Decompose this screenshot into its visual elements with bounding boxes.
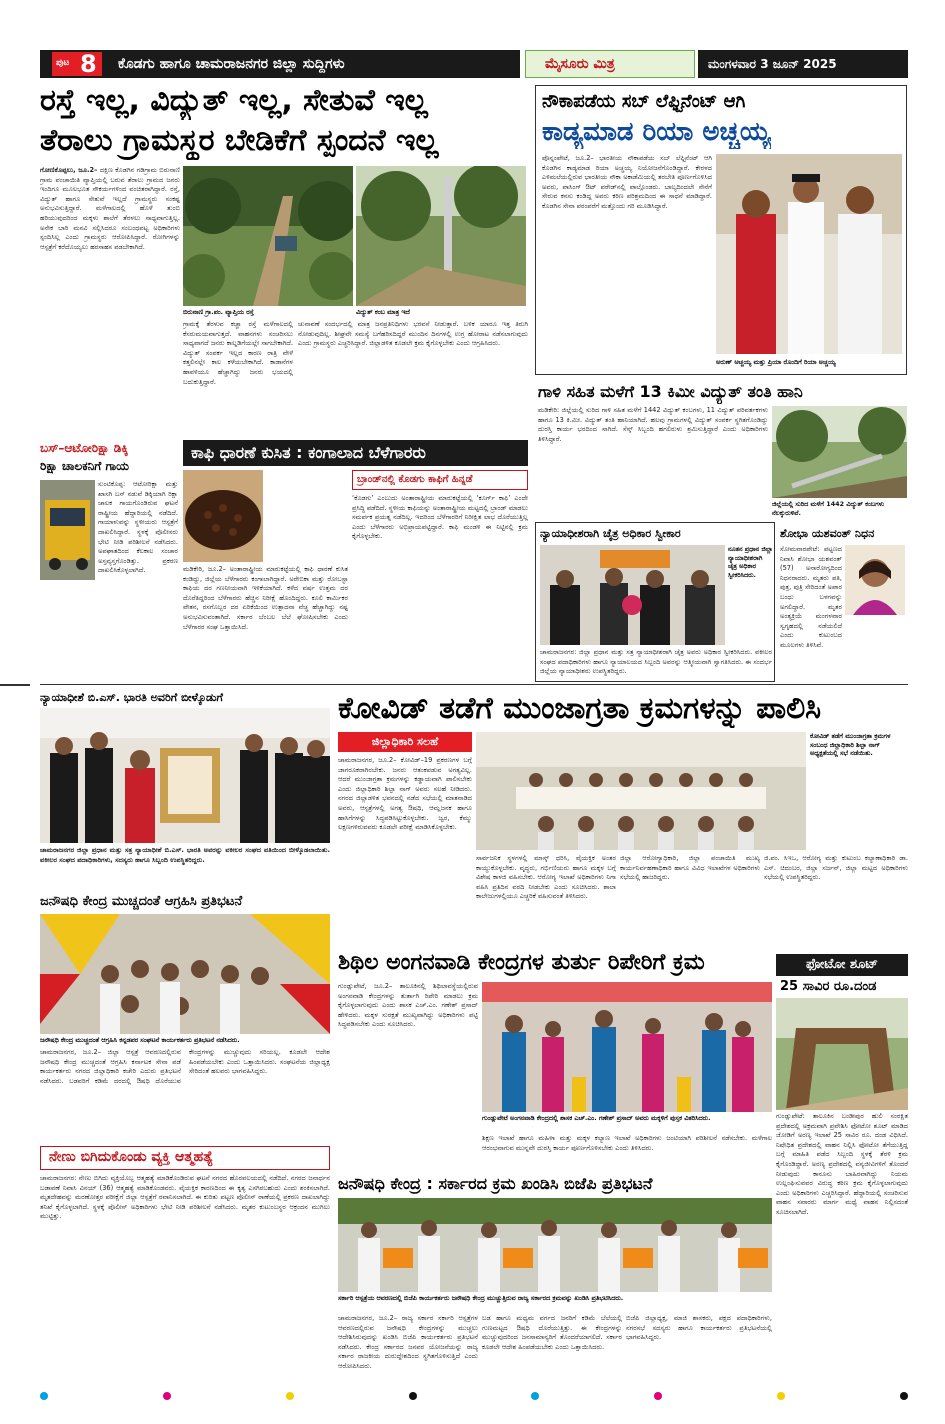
covid-body-1: ಚಾಮರಾಜನಗರ, ಜೂ.2– ಕೋವಿಡ್–19 ಪ್ರಕರಣಗಳ ಬಗ್ಗೆ ಜಾಗರೂಕರಾಗಿರಬೇಕು. ಜನರು ಆತಂಕಪಡುವ ಅಗತ್ಯವಿಲ್ಲ. ಆದರೆ ಮುಂಜಾಗ್ರತಾ ಕ್ರಮಗಳನ್ನು ಕಡ್ಡಾಯವಾಗಿ ಪಾಲಿಸಬೇಕು ಎಂದು ಜಿಲ್ಲಾಧಿಕಾರಿ ಶಿಲ್ಪಾ ನಾಗ್ ಅವರು ಸಲಹೆ ನೀಡಿದರು. ನಗರದ ಜಿಲ್ಲಾಡಳಿತ ಭವನದಲ್ಲಿ ನಡೆದ ಸಭೆಯಲ್ಲಿ ಮಾತನಾಡಿದ ಅವರು, ಆಸ್ಪತ್ರೆಗಳಲ್ಲಿ ಅಗತ್ಯ ಔಷಧಿ, ಆಮ್ಲಜನಕ ಹಾಗೂ ಹಾಸಿಗೆಗಳನ್ನು ಸಿದ್ಧಪಡಿಸಿಟ್ಟುಕೊಳ್ಳಬೇಕು. ಜ್ವರ, ಕೆಮ್ಮು ಲಕ್ಷಣಗಳಿರುವವರು ಕೂಡಲೇ ಪರೀಕ್ಷೆ ಮಾಡಿಸಿಕೊಳ್ಳಬೇಕು. bbox=[338, 756, 472, 832]
judge-headline: ನ್ಯಾಯಾಧೀಶರಾಗಿ ಚೈತ್ರ ಅಧಿಕಾರ ಸ್ವೀಕಾರ bbox=[540, 527, 681, 540]
lead-body-1: ದಕ್ಷಿಣ ಕೊಡಗಿನ ಗಡಿಗ್ರಾಮ ಬಿರುನಾಣಿ ಗ್ರಾಮ ಪಂಚಾಯಿತಿ ವ್ಯಾಪ್ತಿಯಲ್ಲಿ ಬರುವ ತೆರಾಲು ಗ್ರಾಮದ ಜನರು ಇಂದಿಗೂ ಮೂಲಭೂತ ಸೌಕರ್ಯಗಳಿಂದ ವಂಚಿತರಾಗಿದ್ದಾರೆ. ರಸ್ತೆ, ವಿದ್ಯುತ್ ಹಾಗೂ ಸೇತುವೆ ಇಲ್ಲದೆ ಗ್ರಾಮಸ್ಥರು ಸಂಕಷ್ಟ ಅನುಭವಿಸುತ್ತಿದ್ದಾರೆ. ಮಳೆಗಾಲದಲ್ಲಿ ಹೊಳೆ ತುಂಬಿ ಹರಿಯುವುದರಿಂದ ಮಕ್ಕಳು ಶಾಲೆಗೆ ತೆರಳಲು ಸಾಧ್ಯವಾಗುತ್ತಿಲ್ಲ. ಅನೇಕ ಬಾರಿ ಮನವಿ ಸಲ್ಲಿಸಿದರೂ ಸಂಬಂಧಪಟ್ಟ ಅಧಿಕಾರಿಗಳು ಸ್ಪಂದಿಸಿಲ್ಲ ಎಂದು ಗ್ರಾಮಸ್ಥರು ಆರೋಪಿಸಿದ್ದಾರೆ. ರೋಗಿಗಳನ್ನು ಆಸ್ಪತ್ರೆಗೆ ಕರೆದೊಯ್ಯಲು ಹರಸಾಹಸ ಪಡಬೇಕಾಗಿದೆ. bbox=[40, 166, 180, 251]
obit-headline: ಶೋಭಾ ಯಶವಂತ್ ನಿಧನ bbox=[780, 527, 875, 540]
suicide-headline: ನೇಣು ಬಿಗಿದುಕೊಂಡು ವ್ಯಕ್ತಿ ಆತ್ಮಹತ್ಯೆ bbox=[40, 1146, 330, 1170]
judge-body: ಚಾಮರಾಜನಗರ: ಜಿಲ್ಲಾ ಪ್ರಧಾನ ಮತ್ತು ಸತ್ರ ನ್ಯಾಯಾಧೀಶರಾಗಿ ಚೈತ್ರ ಅವರು ಅಧಿಕಾರ ಸ್ವೀಕರಿಸಿದರು. ವಕೀಲರ ಸಂಘದ ಪದಾಧಿಕಾರಿಗಳು ಹಾಗೂ ನ್ಯಾಯಾಲಯದ ಸಿಬ್ಬಂದಿ ಅವರನ್ನು ಆತ್ಮೀಯವಾಗಿ ಸ್ವಾಗತಿಸಿದರು. ಈ ಸಂದರ್ಭ ಜಿಲ್ಲೆಯ ನ್ಯಾಯಾಧೀಶರು ಉಪಸ್ಥಿತರಿದ್ದರು. bbox=[540, 648, 772, 676]
bus-kicker: ಬಸ್–ಆಟೋರಿಕ್ಷಾ ಡಿಕ್ಕಿ bbox=[40, 441, 129, 455]
reg-dot-black bbox=[409, 1392, 417, 1400]
judge-photo bbox=[540, 545, 725, 645]
page-label: ಪುಟ bbox=[56, 58, 70, 68]
covid-body-2: ಸಾರ್ವಜನಿಕ ಸ್ಥಳಗಳಲ್ಲಿ ಮಾಸ್ಕ್ ಧರಿಸಿ, ವೈಯಕ್ತಿಕ ಅಂತರ ಕಾಯ್ದುಕೊಳ್ಳಬೇಕು. ವೃದ್ಧರು, ಗರ್ಭಿಣಿಯರು ಹಾಗೂ ಮಕ್ಕಳ ಬಗ್ಗೆ ವಿಶೇಷ ಕಾಳಜಿ ವಹಿಸಬೇಕು. ಆರೋಗ್ಯ ಇಲಾಖೆ ಅಧಿಕಾರಿಗಳು ನಿಗಾ ವಹಿಸಿ ಪ್ರತಿದಿನ ವರದಿ ನೀಡಬೇಕು ಎಂದು ಸೂಚಿಸಿದರು. ಶಾಲಾ ಕಾಲೇಜುಗಳಲ್ಲಿಯೂ ಎಚ್ಚರಿಕೆ ವಹಿಸುವಂತೆ ತಿಳಿಸಿದರು. bbox=[476, 854, 616, 901]
reg-dot-magenta-2 bbox=[654, 1392, 662, 1400]
issue-date: ಮಂಗಳವಾರ 3 ಜೂನ್ 2025 bbox=[708, 57, 837, 71]
coffee-sub-body: ‘ಕೊಡಗು’ ಎಂಬುದು ಅಂತಾರಾಷ್ಟ್ರೀಯ ಮಾರುಕಟ್ಟೆಯಲ್ಲಿ ‘ಕೂರ್ಗ್ ಕಾಫಿ’ ಎಂದೇ ಪ್ರಸಿದ್ಧಿ ಪಡೆದಿದೆ. ಸ್ಥಳೀಯ ಕಾಫಿಯನ್ನು ಅಂತಾರಾಷ್ಟ್ರೀಯ ಮಟ್ಟದಲ್ಲಿ ಬ್ರಾಂಡ್ ಮಾಡಲು ಸಮರ್ಪಕ ಪ್ರಯತ್ನ ನಡೆದಿಲ್ಲ. ಇದರಿಂದ ಬೆಳೆಗಾರರಿಗೆ ನಿರೀಕ್ಷಿತ ಲಾಭ ದೊರೆಯುತ್ತಿಲ್ಲ ಎಂದು ಬೆಳೆಗಾರರು ಅಭಿಪ್ರಾಯಪಟ್ಟಿದ್ದಾರೆ. ಕಾಫಿ ಮಂಡಳಿ ಈ ನಿಟ್ಟಿನಲ್ಲಿ ಕ್ರಮ ಕೈಗೊಳ್ಳಬೇಕು. bbox=[352, 494, 528, 541]
anganwadi-caption: ಗುಂಡ್ಲುಪೇಟೆ ಅಂಗನವಾಡಿ ಕೇಂದ್ರದಲ್ಲಿ ಶಾಸಕ ಎಚ್.ಎಂ. ಗಣೇಶ್ ಪ್ರಸಾದ್ ಅವರು ಮಕ್ಕಳಿಗೆ ಪುಸ್ತಕ ವಿತರಿಸಿದರು. bbox=[482, 1114, 711, 1122]
divider-line bbox=[40, 684, 908, 685]
anganwadi-photo bbox=[482, 982, 772, 1112]
masthead: ಮೈಸೂರು ಮಿತ್ರ bbox=[545, 56, 615, 72]
felicitation-photo bbox=[40, 708, 330, 843]
page-number: 8 bbox=[80, 50, 97, 78]
felicitation-caption: ಚಾಮರಾಜನಗರ ಜಿಲ್ಲಾ ಪ್ರಧಾನ ಮತ್ತು ಸತ್ರ ನ್ಯಾಯಾಧೀಶೆ ಬಿ.ಎಸ್. ಭಾರತಿ ಅವರನ್ನು ವಕೀಲರ ಸಂಘದ ವತಿಯಿಂದ ಬೀಳ್ಕೊಡಲಾಯಿತು. ವಕೀಲರ ಸಂಘದ ಪದಾಧಿಕಾರಿಗಳು, ಸದಸ್ಯರು ಹಾಗೂ ಸಿಬ್ಬಂದಿ ಉಪಸ್ಥಿತರಿದ್ದರು. bbox=[40, 846, 330, 864]
lead-photo-pole bbox=[356, 166, 526, 306]
photo-shoot-subhead: 25 ಸಾವಿರ ರೂ.ದಂಡ bbox=[780, 979, 877, 994]
janaushadhi-2-body-2: ಬಡ ಹಾಗೂ ಮಧ್ಯಮ ವರ್ಗದ ಜನರಿಗೆ ಕಡಿಮೆ ಬೆಲೆಯಲ್ಲಿ ಗುಣಮಟ್ಟದ ಔಷಧಿ ದೊರೆಯುತ್ತಿತ್ತು. ಈ ಕೇಂದ್ರಗಳನ್ನು ಮುಚ್ಚುವುದರಿಂದ ಜನಸಾಮಾನ್ಯರಿಗೆ ತೊಂದರೆಯಾಗಲಿದೆ. ಸರ್ಕಾರ ಕೂಡಲೇ ಆದೇಶ ಹಿಂಪಡೆಯಬೇಕು ಎಂದು ಒತ್ತಾಯಿಸಿದರು. bbox=[482, 1314, 622, 1351]
coffee-headline: ಕಾಫಿ ಧಾರಣೆ ಕುಸಿತ : ಕಂಗಾಲಾದ ಬೆಳೆಗಾರರು bbox=[183, 440, 528, 466]
janaushadhi-1-caption: ಜನೌಷಧಿ ಕೇಂದ್ರ ಮುಚ್ಚದಂತೆ ಆಗ್ರಹಿಸಿ ಕನ್ನಡಪರ ಸಂಘಟನೆ ಕಾರ್ಯಕರ್ತರು ಪ್ರತಿಭಟನೆ ನಡೆಸಿದರು. bbox=[40, 1036, 240, 1044]
photo-shoot-body: ಗುಂಡ್ಲುಪೇಟೆ: ತಾಲೂಕಿನ ಬಂಡೀಪುರ ಹುಲಿ ಸಂರಕ್ಷಿತ ಪ್ರದೇಶದಲ್ಲಿ ಅಕ್ರಮವಾಗಿ ಪ್ರವೇಶಿಸಿ ಫೋಟೋ ಶೂಟ್ ಮಾಡಿದ ಜೋಡಿಗೆ ಅರಣ್ಯ ಇಲಾಖೆ 25 ಸಾವಿರ ರೂ. ದಂಡ ವಿಧಿಸಿದೆ. ನಿಷೇಧಿತ ಪ್ರದೇಶದಲ್ಲಿ ವಾಹನ ನಿಲ್ಲಿಸಿ ಫೋಟೋ ತೆಗೆಯುತ್ತಿದ್ದ ಬಗ್ಗೆ ಮಾಹಿತಿ ಪಡೆದ ಸಿಬ್ಬಂದಿ ಸ್ಥಳಕ್ಕೆ ತೆರಳಿ ಕ್ರಮ ಕೈಗೊಂಡಿದ್ದಾರೆ. ಅರಣ್ಯ ಪ್ರದೇಶದಲ್ಲಿ ವನ್ಯಜೀವಿಗಳಿಗೆ ತೊಂದರೆ ನೀಡುವುದು ಕಾನೂನು ಬಾಹಿರವಾಗಿದ್ದು ನಿಯಮ ಉಲ್ಲಂಘಿಸುವವರ ವಿರುದ್ಧ ಕಠಿಣ ಕ್ರಮ ಕೈಗೊಳ್ಳಲಾಗುವುದು ಎಂದು ಅಧಿಕಾರಿಗಳು ಎಚ್ಚರಿಸಿದ್ದಾರೆ. ಹೆದ್ದಾರಿಯಲ್ಲಿ ಸಂಚರಿಸುವ ವಾಹನ ಸವಾರರು ಮಾರ್ಗ ಮಧ್ಯೆ ವಾಹನ ನಿಲ್ಲಿಸದಂತೆ ಸೂಚಿಸಲಾಗಿದೆ. bbox=[776, 1112, 908, 1216]
coffee-body: ಮಡಿಕೇರಿ, ಜೂ.2– ಅಂತಾರಾಷ್ಟ್ರೀಯ ಮಾರುಕಟ್ಟೆಯಲ್ಲಿ ಕಾಫಿ ಧಾರಣೆ ಕುಸಿತ ಕಂಡಿದ್ದು, ಜಿಲ್ಲೆಯ ಬೆಳೆಗಾರರು ಕಂಗಾಲಾಗಿದ್ದಾರೆ. ಅರೇಬಿಕಾ ಮತ್ತು ರೋಬಸ್ಟಾ ಕಾಫಿಯ ದರ ಗಣನೀಯವಾಗಿ ಇಳಿಕೆಯಾಗಿದೆ. ಕಳೆದ ವರ್ಷ ಉತ್ತಮ ದರ ದೊರೆತಿದ್ದರಿಂದ ಬೆಳೆಗಾರರು ಹೆಚ್ಚಿನ ನಿರೀಕ್ಷೆ ಹೊಂದಿದ್ದರು. ಕೂಲಿ ಕಾರ್ಮಿಕರ ವೇತನ, ರಸಗೊಬ್ಬರ ದರ ಏರಿಕೆಯಿಂದ ಉತ್ಪಾದನಾ ವೆಚ್ಚ ಹೆಚ್ಚಾಗಿದ್ದು ನಷ್ಟ ಅನುಭವಿಸುವಂತಾಗಿದೆ. ಸರ್ಕಾರ ಬೆಂಬಲ ಬೆಲೆ ಘೋಷಿಸಬೇಕು ಎಂದು ಬೆಳೆಗಾರರ ಸಂಘ ಒತ್ತಾಯಿಸಿದೆ. bbox=[183, 565, 348, 631]
anganwadi-headline: ಶಿಥಿಲ ಅಂಗನವಾಡಿ ಕೇಂದ್ರಗಳ ತುರ್ತು ರಿಪೇರಿಗೆ ಕ್ರಮ bbox=[338, 950, 705, 975]
covid-body-4: ಜಿ.ಪಂ. ಸಿಇಒ, ಆರೋಗ್ಯ ಮತ್ತು ಕುಟುಂಬ ಕಲ್ಯಾಣಾಧಿಕಾರಿ ಡಾ. ಎಸ್. ಚಿದಂಬರ, ಜಿಲ್ಲಾ ಸರ್ಜನ್, ಜಿಲ್ಲಾ ಮಟ್ಟದ ಅಧಿಕಾರಿಗಳು ಸಭೆಯಲ್ಲಿ ಉಪಸ್ಥಿತರಿದ್ದರು. bbox=[764, 854, 908, 882]
reg-dot-yellow bbox=[286, 1392, 294, 1400]
photo-shoot-photo bbox=[776, 998, 908, 1110]
wind-headline: ಗಾಳಿ ಸಹಿತ ಮಳೆಗೆ 13 ಕಿಮೀ ವಿದ್ಯುತ್ ತಂತಿ ಹಾನಿ bbox=[538, 382, 803, 401]
photo-shoot-headline: ಫೋಟೋ ಶೂಟ್ bbox=[776, 954, 908, 976]
lead-body-2: ಗ್ರಾಮಕ್ಕೆ ತೆರಳುವ ಕಚ್ಚಾ ರಸ್ತೆ ಮಳೆಗಾಲದಲ್ಲಿ ಕೆಸರುಮಯವಾಗುತ್ತದೆ. ವಾಹನಗಳು ಸಂಚರಿಸಲು ಸಾಧ್ಯವಾಗದೆ ಜನರು ಕಾಲ್ನಡಿಗೆಯಲ್ಲೇ ಸಾಗಬೇಕಾಗಿದೆ. ವಿದ್ಯುತ್ ಸಂಪರ್ಕ ಇಲ್ಲದ ಕಾರಣ ರಾತ್ರಿ ವೇಳೆ ಕತ್ತಲಿನಲ್ಲೇ ಕಾಲ ಕಳೆಯಬೇಕಾಗಿದೆ. ಕಾಡಾನೆಗಳ ಹಾವಳಿಯೂ ಹೆಚ್ಚಾಗಿದ್ದು ಜನರು ಭಯದಲ್ಲಿ ಬದುಕುತ್ತಿದ್ದಾರೆ. bbox=[183, 320, 293, 386]
bus-headline: ರಿಕ್ಷಾ ಚಾಲಕನಿಗೆ ಗಾಯ bbox=[40, 459, 130, 473]
obit-photo bbox=[845, 545, 905, 615]
janaushadhi-2-caption: ಸರ್ಕಾರಿ ಆಸ್ಪತ್ರೆಯ ಆವರಣದಲ್ಲಿ ಬಿಜೆಪಿ ಕಾರ್ಯಕರ್ತರು ಜನೌಷಧಿ ಕೇಂದ್ರ ಮುಚ್ಚುತ್ತಿರುವ ರಾಜ್ಯ ಸರ್ಕಾರದ ಕ್ರಮವನ್ನು ಖಂಡಿಸಿ ಪ್ರತಿಭಟಿಸಿದರು. bbox=[338, 1294, 624, 1302]
anganwadi-body-1: ಗುಂಡ್ಲುಪೇಟೆ, ಜೂ.2– ತಾಲೂಕಿನಲ್ಲಿ ಶಿಥಿಲಾವಸ್ಥೆಯಲ್ಲಿರುವ ಅಂಗನವಾಡಿ ಕೇಂದ್ರಗಳನ್ನು ತುರ್ತಾಗಿ ರಿಪೇರಿ ಮಾಡಲು ಕ್ರಮ ಕೈಗೊಳ್ಳಲಾಗುವುದು ಎಂದು ಶಾಸಕ ಎಚ್.ಎಂ. ಗಣೇಶ್ ಪ್ರಸಾದ್ ಹೇಳಿದರು. ಮಕ್ಕಳ ಸುರಕ್ಷತೆ ಮುಖ್ಯವಾಗಿದ್ದು ಅಧಿಕಾರಿಗಳು ಪಟ್ಟಿ ಸಿದ್ಧಪಡಿಸಬೇಕು ಎಂದು ಸೂಚಿಸಿದರು. bbox=[338, 982, 478, 1029]
lead-headline-1: ರಸ್ತೆ ಇಲ್ಲ, ವಿದ್ಯುತ್ ಇಲ್ಲ, ಸೇತುವೆ ಇಲ್ಲ bbox=[40, 83, 428, 118]
lead-photo-road bbox=[183, 166, 353, 306]
lead-caption-2: ವಿದ್ಯುತ್ ಕಂಬ ಮಾತ್ರ ಇದೆ bbox=[356, 308, 410, 316]
lead-dateline: ಗೋಣಿಕೊಪ್ಪಲು, ಜೂ.2– bbox=[40, 166, 98, 174]
covid-body-3: ಜಿಲ್ಲಾ ಆರೋಗ್ಯಾಧಿಕಾರಿ, ಜಿಲ್ಲಾ ಪಂಚಾಯಿತಿ ಮುಖ್ಯ ಕಾರ್ಯನಿರ್ವಹಣಾಧಿಕಾರಿ ಹಾಗೂ ವಿವಿಧ ಇಲಾಖೆಗಳ ಅಧಿಕಾರಿಗಳು ಸಭೆಯಲ್ಲಿ ಹಾಜರಿದ್ದರು. bbox=[620, 854, 760, 882]
obit-body: ಸೋಮವಾರಪೇಟೆ: ಪಟ್ಟಣದ ನಿವಾಸಿ ಶೋಭಾ ಯಶವಂತ್ (57) ಅನಾರೋಗ್ಯದಿಂದ ನಿಧನರಾದರು. ಮೃತರು ಪತಿ, ಪುತ್ರ, ಪುತ್ರಿ ಸೇರಿದಂತೆ ಅಪಾರ ಬಂಧು ಬಳಗವನ್ನು ಅಗಲಿದ್ದಾರೆ. ಮೃತರ ಅಂತ್ಯಕ್ರಿಯೆ ಮಂಗಳವಾರ ಸ್ವಗೃಹದಲ್ಲಿ ನಡೆಯಲಿದೆ ಎಂದು ಕುಟುಂಬದ ಮೂಲಗಳು ತಿಳಿಸಿವೆ. bbox=[780, 545, 842, 649]
lead-caption-1: ಬಿರುನಾಣಿ ಗ್ರಾ.ಪಂ. ವ್ಯಾಪ್ತಿಯ ರಸ್ತೆ bbox=[183, 308, 254, 316]
reg-dot-yellow-2 bbox=[777, 1392, 785, 1400]
covid-tag: ಜಿಲ್ಲಾಧಿಕಾರಿ ಸಲಹೆ bbox=[338, 732, 472, 752]
janaushadhi-2-body-1: ಚಾಮರಾಜನಗರ, ಜೂ.2– ರಾಜ್ಯ ಸರ್ಕಾರ ಸರ್ಕಾರಿ ಆಸ್ಪತ್ರೆಗಳ ಆವರಣದಲ್ಲಿರುವ ಜನೌಷಧಿ ಕೇಂದ್ರಗಳನ್ನು ಮುಚ್ಚಲು ಆದೇಶಿಸಿರುವುದನ್ನು ಖಂಡಿಸಿ ಬಿಜೆಪಿ ಕಾರ್ಯಕರ್ತರು ಪ್ರತಿಭಟನೆ ನಡೆಸಿದರು. ಕೇಂದ್ರ ಸರ್ಕಾರದ ಜನಪರ ಯೋಜನೆಯನ್ನು ರಾಜ್ಯ ಸರ್ಕಾರ ರಾಜಕೀಯ ದುರುದ್ದೇಶದಿಂದ ಸ್ಥಗಿತಗೊಳಿಸುತ್ತಿದೆ ಎಂದು ಆರೋಪಿಸಿದರು. bbox=[338, 1314, 478, 1370]
janaushadhi-1-photo bbox=[40, 914, 330, 1034]
lead-body-col-1 bbox=[40, 166, 180, 438]
registration-marks bbox=[40, 1392, 908, 1402]
suicide-body: ಚಾಮರಾಜನಗರ: ನೇಣು ಬಿಗಿದು ವ್ಯಕ್ತಿಯೊಬ್ಬ ಆತ್ಮಹತ್ಯೆ ಮಾಡಿಕೊಂಡಿರುವ ಘಟನೆ ನಗರದ ಹೊರವಲಯದಲ್ಲಿ ನಡೆದಿದೆ. ನಗರದ ಜನಾರ್ಧನ ಬಡಾವಣೆ ನಿವಾಸಿ ವಿನಯ್ (36) ಆತ್ಮಹತ್ಯೆ ಮಾಡಿಕೊಂಡವರು. ವೈಯಕ್ತಿಕ ಕಾರಣದಿಂದ ಈ ಕೃತ್ಯ ಎಸಗಿರಬಹುದು ಎಂದು ಶಂಕಿಸಲಾಗಿದೆ. ಮೃತದೇಹವನ್ನು ಮರಣೋತ್ತರ ಪರೀಕ್ಷೆಗೆ ಜಿಲ್ಲಾ ಆಸ್ಪತ್ರೆಗೆ ರವಾನಿಸಲಾಗಿದೆ. ಈ ಕುರಿತು ಪಟ್ಟಣ ಪೊಲೀಸ್ ಠಾಣೆಯಲ್ಲಿ ಪ್ರಕರಣ ದಾಖಲಾಗಿದ್ದು ತನಿಖೆ ಕೈಗೊಳ್ಳಲಾಗಿದೆ. ಸ್ಥಳಕ್ಕೆ ಪೊಲೀಸ್ ಅಧಿಕಾರಿಗಳು ಭೇಟಿ ನೀಡಿ ಪರಿಶೀಲನೆ ನಡೆಸಿದರು. ಮೃತರ ಕುಟುಂಬಸ್ಥರ ಆಕ್ರಂದನ ಮುಗಿಲು ಮುಟ್ಟಿತ್ತು. bbox=[40, 1174, 330, 1221]
navy-headline: ಕಾಡ್ಯಮಾಡ ರಿಯಾ ಅಚ್ಚಯ್ಯ bbox=[542, 117, 772, 147]
reg-dot-black-2 bbox=[900, 1392, 908, 1400]
wind-caption: ಜಿಲ್ಲೆಯಲ್ಲಿ ಸುರಿದ ಮಳೆಗೆ 1442 ವಿದ್ಯುತ್ ಕಂಬಗಳು ನೆಲಕ್ಕುರುಳಿವೆ. bbox=[772, 500, 885, 517]
section-title: ಕೊಡಗು ಹಾಗೂ ಚಾಮರಾಜನಗರ ಜಿಲ್ಲಾ ಸುದ್ದಿಗಳು bbox=[118, 56, 345, 72]
wind-body: ಮಡಿಕೇರಿ: ಜಿಲ್ಲೆಯಲ್ಲಿ ಸುರಿದ ಗಾಳಿ ಸಹಿತ ಮಳೆಗೆ 1442 ವಿದ್ಯುತ್ ಕಂಬಗಳು, 11 ವಿದ್ಯುತ್ ಪರಿವರ್ತಕಗಳು ಹಾಗೂ 13 ಕಿ.ಮೀ. ವಿದ್ಯುತ್ ತಂತಿ ಹಾನಿಯಾಗಿದೆ. ಹಲವು ಗ್ರಾಮಗಳಲ್ಲಿ ವಿದ್ಯುತ್ ಸಂಪರ್ಕ ಸ್ಥಗಿತಗೊಂಡಿದ್ದು ದುರಸ್ತಿ ಕಾರ್ಯ ಭರದಿಂದ ಸಾಗಿದೆ. ಸೆಸ್ಕ್ ಸಿಬ್ಬಂದಿ ಹಗಲಿರುಳು ಶ್ರಮಿಸುತ್ತಿದ್ದಾರೆ ಎಂದು ಅಧಿಕಾರಿಗಳು ತಿಳಿಸಿದ್ದಾರೆ. bbox=[538, 406, 768, 443]
covid-headline: ಕೋವಿಡ್ ತಡೆಗೆ ಮುಂಜಾಗ್ರತಾ ಕ್ರಮಗಳನ್ನು ಪಾಲಿಸಿ bbox=[338, 691, 822, 726]
covid-photo bbox=[476, 732, 806, 850]
lead-body-3: ಚುನಾವಣೆ ಸಂದರ್ಭದಲ್ಲಿ ಮಾತ್ರ ಜನಪ್ರತಿನಿಧಿಗಳು ಭರವಸೆ ನೀಡುತ್ತಾರೆ. ಬಳಿಕ ಯಾರೂ ಇತ್ತ ತಿರುಗಿ ನೋಡುವುದಿಲ್ಲ. ಶೀಘ್ರವೇ ಸಮಸ್ಯೆ ಬಗೆಹರಿಸದಿದ್ದರೆ ಮುಂದಿನ ದಿನಗಳಲ್ಲಿ ಉಗ್ರ ಹೋರಾಟ ನಡೆಸಲಾಗುವುದು ಎಂದು ಗ್ರಾಮಸ್ಥರು ಎಚ್ಚರಿಸಿದ್ದಾರೆ. ಜಿಲ್ಲಾಡಳಿತ ಕೂಡಲೇ ಕ್ರಮ ಕೈಗೊಳ್ಳಬೇಕು ಎಂದು ಆಗ್ರಹಿಸಿದರು. bbox=[298, 320, 528, 348]
janaushadhi-2-body-3: ಬಿಜೆಪಿ ಜಿಲ್ಲಾಧ್ಯಕ್ಷ, ಮಾಜಿ ಶಾಸಕರು, ಪಕ್ಷದ ಪದಾಧಿಕಾರಿಗಳು, ನಗರಸಭೆ ಸದಸ್ಯರು ಹಾಗೂ ಕಾರ್ಯಕರ್ತರು ಪ್ರತಿಭಟನೆಯಲ್ಲಿ ಭಾಗವಹಿಸಿದ್ದರು. bbox=[626, 1314, 772, 1342]
bus-photo bbox=[40, 480, 95, 580]
janaushadhi-2-headline: ಜನೌಷಧಿ ಕೇಂದ್ರ : ಸರ್ಕಾರದ ಕ್ರಮ ಖಂಡಿಸಿ ಬಿಜೆಪಿ ಪ್ರತಿಭಟನೆ bbox=[338, 1174, 653, 1193]
lead-headline-2: ತೆರಾಲು ಗ್ರಾಮಸ್ಥರ ಬೇಡಿಕೆಗೆ ಸ್ಪಂದನೆ ಇಲ್ಲ bbox=[40, 123, 439, 158]
anganwadi-body-2: ಶಿಕ್ಷಣ ಇಲಾಖೆ ಹಾಗೂ ಮಹಿಳಾ ಮತ್ತು ಮಕ್ಕಳ ಕಲ್ಯಾಣ ಇಲಾಖೆ ಅಧಿಕಾರಿಗಳು ಜಂಟಿಯಾಗಿ ಪರಿಶೀಲನೆ ನಡೆಸಬೇಕು. ಮಳೆಗಾಲ ಆರಂಭವಾಗುವ ಮುನ್ನವೇ ದುರಸ್ತಿ ಕಾರ್ಯ ಪೂರ್ಣಗೊಳಿಸಬೇಕು ಎಂದು ತಿಳಿಸಿದರು. bbox=[482, 1134, 772, 1152]
janaushadhi-2-photo bbox=[338, 1198, 772, 1292]
reg-dot-cyan-2 bbox=[531, 1392, 539, 1400]
felicitation-headline: ನ್ಯಾಯಾಧೀಶೆ ಬಿ.ಎಸ್. ಭಾರತಿ ಅವರಿಗೆ ಬೀಳ್ಕೊಡುಗೆ bbox=[40, 691, 223, 704]
reg-dot-magenta bbox=[163, 1392, 171, 1400]
covid-caption: ಕೋವಿಡ್ ತಡೆಗೆ ಮುಂಜಾಗ್ರತಾ ಕ್ರಮಗಳ ಸಂಬಂಧ ಜಿಲ್ಲಾಧಿಕಾರಿ ಶಿಲ್ಪಾ ನಾಗ್ ಅಧ್ಯಕ್ಷತೆಯಲ್ಲಿ ಸಭೆ ನಡೆಯಿತು. bbox=[810, 732, 891, 758]
navy-caption: ಅರುಣ್ ಅಚ್ಚಯ್ಯ ಮತ್ತು ಪ್ರಿಯಾ ರೊಂದಿಗೆ ರಿಯಾ ಅಚ್ಚಯ್ಯ bbox=[716, 358, 836, 366]
coffee-subhead: ಬ್ರಾಂಡ್‌ನಲ್ಲಿ ಕೊಡಗು ಕಾಫಿಗೆ ಹಿನ್ನಡೆ bbox=[352, 470, 528, 490]
margin-mark bbox=[0, 684, 30, 686]
navy-photo bbox=[716, 154, 902, 354]
reg-dot-cyan bbox=[40, 1392, 48, 1400]
janaushadhi-1-headline: ಜನೌಷಧಿ ಕೇಂದ್ರ ಮುಚ್ಚದಂತೆ ಆಗ್ರಹಿಸಿ ಪ್ರತಿಭಟನೆ bbox=[40, 894, 243, 909]
wind-photo bbox=[772, 406, 907, 498]
navy-kicker: ನೌಕಾಪಡೆಯ ಸಬ್ ಲೆಫ್ಟಿನೆಂಟ್ ಆಗಿ bbox=[542, 91, 746, 112]
coffee-photo bbox=[183, 470, 263, 562]
judge-side-caption: ನೂತನ ಪ್ರಧಾನ ಜಿಲ್ಲಾ ನ್ಯಾಯಾಧೀಶರಾಗಿ ಚೈತ್ರ ಅಧಿಕಾರ ಸ್ವೀಕರಿಸಿದರು. bbox=[728, 545, 773, 579]
bus-body: ಸುಂಟಿಕೊಪ್ಪ: ಆಟೋರಿಕ್ಷಾ ಮತ್ತು ಖಾಸಗಿ ಬಸ್ ನಡುವೆ ಡಿಕ್ಕಿಯಾಗಿ ರಿಕ್ಷಾ ಚಾಲಕ ಗಾಯಗೊಂಡಿರುವ ಘಟನೆ ರಾಷ್ಟ್ರೀಯ ಹೆದ್ದಾರಿಯಲ್ಲಿ ನಡೆದಿದೆ. ಗಾಯಾಳುವನ್ನು ಸ್ಥಳೀಯರು ಆಸ್ಪತ್ರೆಗೆ ದಾಖಲಿಸಿದ್ದಾರೆ. ಸ್ಥಳಕ್ಕೆ ಪೊಲೀಸರು ಭೇಟಿ ನೀಡಿ ಪರಿಶೀಲನೆ ನಡೆಸಿದರು. ಅಪಘಾತದಿಂದ ಕೆಲಕಾಲ ಸಂಚಾರ ಅಸ್ತವ್ಯಸ್ತಗೊಂಡಿತ್ತು. ಪ್ರಕರಣ ದಾಖಲಿಸಿಕೊಳ್ಳಲಾಗಿದೆ. bbox=[98, 480, 178, 575]
janaushadhi-1-body: ಚಾಮರಾಜನಗರ, ಜೂ.2– ಜಿಲ್ಲಾ ಆಸ್ಪತ್ರೆ ಆವರಣದಲ್ಲಿರುವ ಜನೌಷಧಿ ಕೇಂದ್ರ ಮುಚ್ಚದಂತೆ ಆಗ್ರಹಿಸಿ ಕರ್ನಾಟಕ ಸೇನಾ ಪಡೆ ಕಾರ್ಯಕರ್ತರು ನಗರದ ಜಿಲ್ಲಾಧಿಕಾರಿ ಕಚೇರಿ ಎದುರು ಪ್ರತಿಭಟನೆ ನಡೆಸಿದರು. ಬಡವರಿಗೆ ಕಡಿಮೆ ದರದಲ್ಲಿ ಔಷಧಿ ದೊರೆಯುವ ಕೇಂದ್ರಗಳನ್ನು ಮುಚ್ಚುವುದು ಸರಿಯಲ್ಲ. ಕೂಡಲೇ ಆದೇಶ ಹಿಂಪಡೆಯಬೇಕು ಎಂದು ಒತ್ತಾಯಿಸಿದರು. ಸಂಘಟನೆಯ ಜಿಲ್ಲಾಧ್ಯಕ್ಷ ಸೇರಿದಂತೆ ಹಲವರು ಭಾಗವಹಿಸಿದ್ದರು. bbox=[40, 1048, 330, 1085]
navy-body: ಪೊನ್ನಂಪೇಟೆ, ಜೂ.2– ಭಾರತೀಯ ನೌಕಾಪಡೆಯ ಸಬ್ ಲೆಫ್ಟಿನೆಂಟ್ ಆಗಿ ಕೊಡಗಿನ ಕಾಡ್ಯಮಾಡ ರಿಯಾ ಅಚ್ಚಯ್ಯ ನಿಯೋಜನೆಗೊಂಡಿದ್ದಾರೆ. ಕೇರಳದ ಎಳಿಮಲೆಯಲ್ಲಿರುವ ಭಾರತೀಯ ನೌಕಾ ಅಕಾಡೆಮಿಯಲ್ಲಿ ತರಬೇತಿ ಪೂರ್ಣಗೊಳಿಸಿದ ಅವರು, ಪಾಸಿಂಗ್ ಔಟ್ ಪರೇಡ್‌ನಲ್ಲಿ ಪಾಲ್ಗೊಂಡರು. ಬಾಲ್ಯದಿಂದಲೇ ಸೇನೆಗೆ ಸೇರುವ ಕನಸು ಕಂಡಿದ್ದ ಅವರು ಕಠಿಣ ಪರಿಶ್ರಮದಿಂದ ಈ ಸಾಧನೆ ಮಾಡಿದ್ದಾರೆ. ಕೊಡಗಿನ ಸೇನಾ ಪರಂಪರೆಗೆ ಮತ್ತೊಂದು ಗರಿ ಮೂಡಿಸಿದ್ದಾರೆ. bbox=[542, 154, 712, 210]
